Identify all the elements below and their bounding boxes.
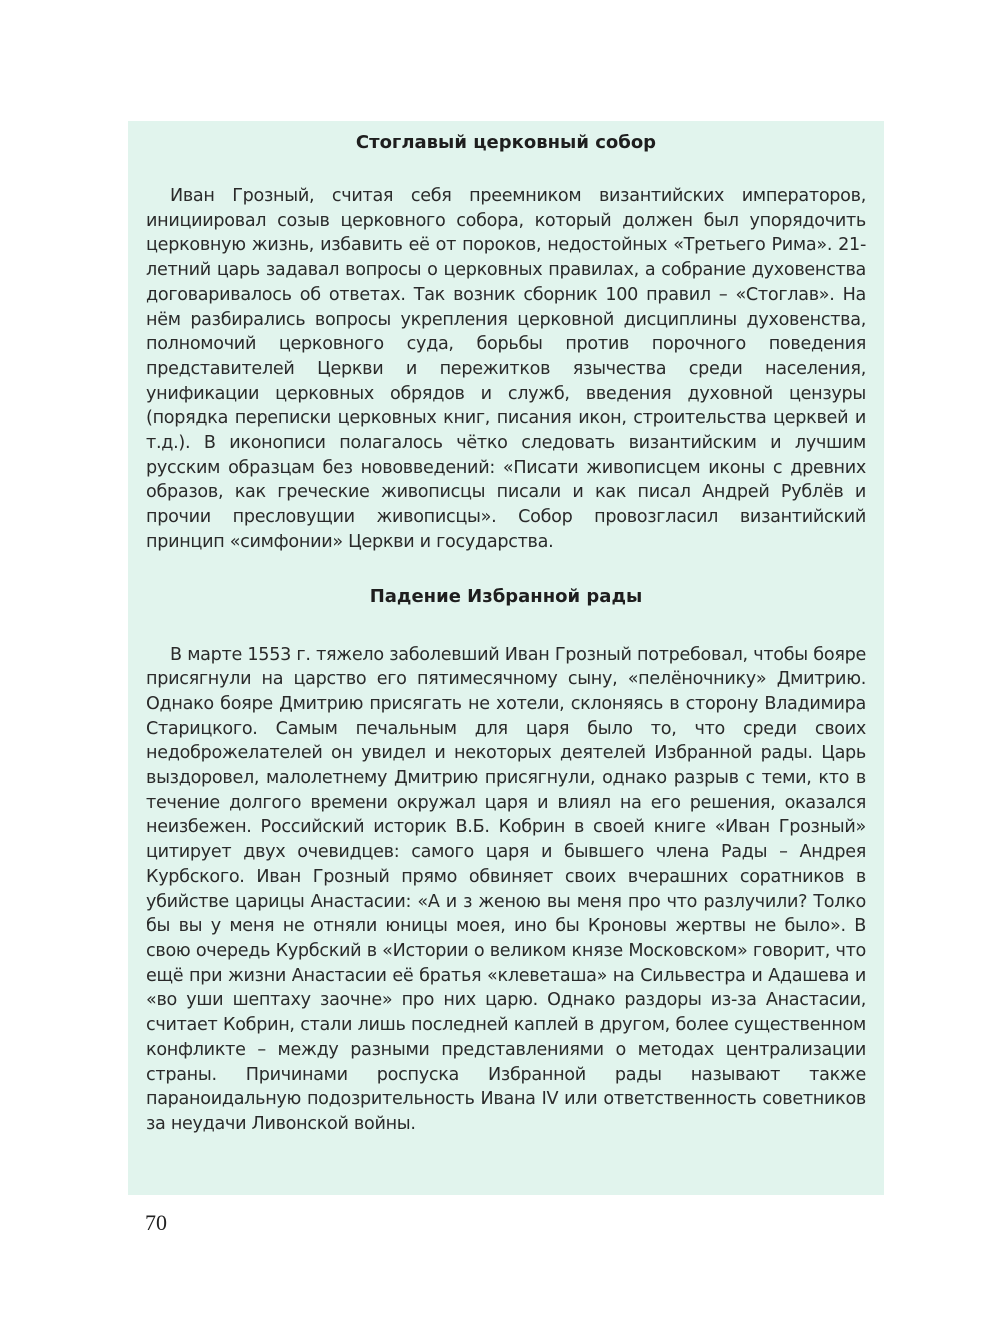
section-text-stoglav: Иван Грозный, считая себя преемником византийских императоров, инициировал созыв церковного собора, который должен был упорядочить церковную жизнь, избавить её от пороков, недостойных «Третьего Рима». 21-летний царь задавал вопросы о церковных правилах, а собрание духовенства договаривалось об ответах. Так возник сборник 100 правил – «Стоглав». На нём разбирались вопросы укрепления церковной дисциплины духовенства, полномочий церковного суда, борьбы против порочного поведения представителей Церкви и пережитков язычества среди населения, унификации церковных обрядов и служб, введения духовной цензуры (порядка переписки церковных книг, писания икон, строительства церквей и т.д.). В иконописи полагалось чётко следовать византийским и лучшим русским образцам без нововведений: «Писати живописцем иконы с древних образов, как греческие живописцы писали и как писал Андрей Рублёв и прочии пресловущии живописцы». Собор провозгласил византийский принцип «симфонии» Церкви и государства. [146, 186, 866, 552]
section-text-izbrannaya-rada: В марте 1553 г. тяжело заболевший Иван Грозный потребовал, чтобы бояре присягнули на царство его пятимесячному сыну, «пелёночнику» Дмитрию. Однако бояре Дмитрию присягать не хотели, склоняясь в сторону Владимира Старицкого. Самым печальным для царя было то, что среди своих недоброжелателей он увидел и некоторых деятелей Избранной рады. Царь выздоровел, малолетнему Дмитрию присягнули, однако разрыв с теми, кто в течение долгого времени окружал царя и влиял на его решения, оказался неизбежен. Российский историк В.Б. Кобрин в своей книге «Иван Грозный» цитирует двух очевидцев: самого царя и бывшего члена Рады – Андрея Курбского. Иван Грозный прямо обвиняет своих вчерашних соратников в убийстве царицы Анастасии: «А и з женою вы меня про что разлучили? Толко бы вы у меня не отняли юницы моея, ино бы Кроновы жертвы не было». В свою очередь Курбский в «Истории о великом князе Московском» говорит, что ещё при жизни Анастасии её братья «клеветаша» на Сильвестра и Адашева и «во уши шептаху заочне» про них царю. Однако раздоры из-за Анастасии, считает Кобрин, стали лишь последней каплей в другом, более существенном конфликте – между разными представлениями о методах централизации страны. Причинами роспуска Избранной рады называют также параноидальную подозрительность Ивана IV или ответственность советников за неудачи Ливонской войны. [146, 644, 866, 1134]
section-title-stoglav: Стоглавый церковный собор [355, 132, 657, 153]
section-title-izbrannaya-rada: Падение Избранной рады [369, 585, 643, 607]
info-box [128, 121, 884, 1195]
page-number: 70 [145, 1210, 167, 1235]
